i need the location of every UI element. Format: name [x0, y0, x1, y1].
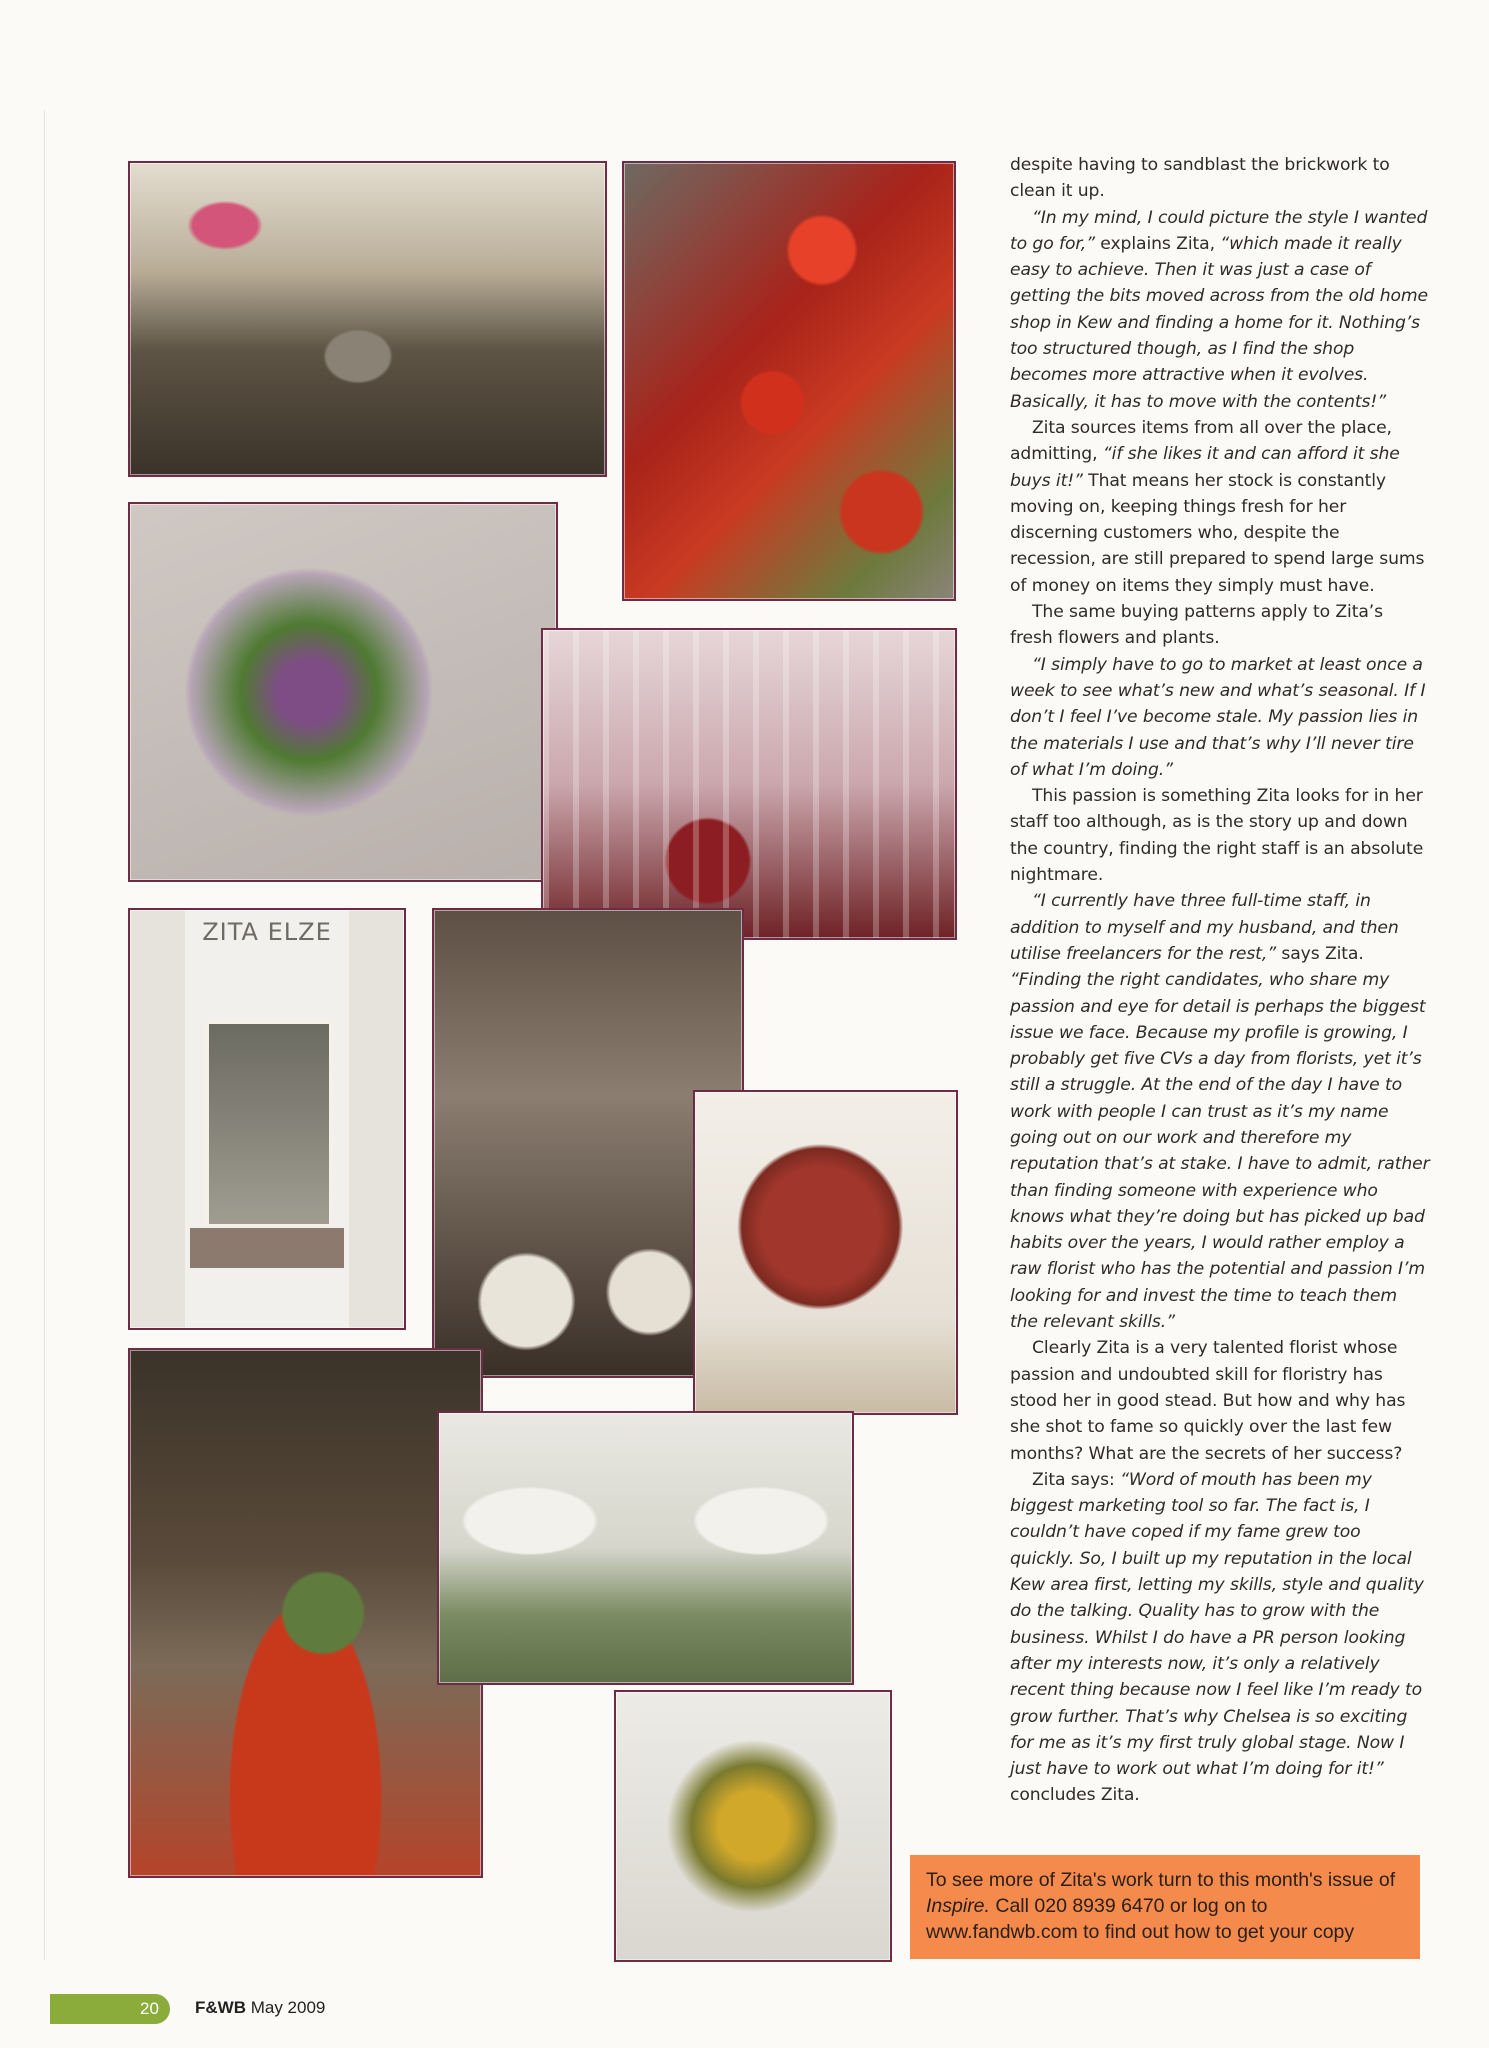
article-paragraph-3: Zita sources items from all over the place, admitting, “if she likes it and can afford it she buys it!” That means her stock is constantly moving on, keeping things fresh for her discerning customers who, despite the recession, are still prepared to spend large sums of money on items they simply must have.: [1010, 417, 1425, 596]
article-paragraph-2: “In my mind, I could picture the style I wanted to go for,” explains Zita, “which made it really easy to achieve. Then it was just a case of getting the bits moved across from the old home shop in Kew and finding a home for it. Nothing’s too structured though, as I find the shop becomes more attractive when it evolves. Basically, it has to move with the contents!”: [1010, 207, 1429, 412]
white-urns-candelabra-photo: [437, 1411, 854, 1685]
red-arrangement-bowl-photo: [693, 1090, 958, 1415]
red-flowers-vases-photo: [541, 628, 957, 940]
page-number: 20: [140, 1999, 159, 2018]
page-margin-line: [44, 110, 45, 1960]
yellow-posy-photo: [614, 1690, 892, 1962]
article-paragraph-1: despite having to sandblast the brickwork to clean it up.: [1010, 155, 1390, 202]
article-paragraph-4: The same buying patterns apply to Zita’s fresh flowers and plants.: [1010, 602, 1384, 649]
article-body: [1010, 152, 1430, 1809]
article-paragraph-8: Clearly Zita is a very talented florist whose passion and undoubted skill for floristry has stood her in good stead. But how and why has she shot to fame so quickly over the last few months? What are the secrets of her success?: [1010, 1338, 1406, 1464]
article-paragraph-7: “I currently have three full-time staff, in addition to myself and my husband, and then utilise freelancers for the rest,” says Zita. “Finding the right candidates, who share my passion and eye for detail is perhaps the biggest issue we face. Because my profile is growing, I probably get five CVs a day from florists, yet it’s still a struggle. At the end of the day I have to work with people I can trust as it’s my name going out on our work and therefore my reputation that’s at stake. I have to admit, rather than finding someone with experience who knows what they’re doing but has picked up bad habits over the years, I would rather employ a raw florist who has the potential and passion I’m looking for and invest the time to teach them the relevant skills.”: [1010, 891, 1430, 1333]
shop-sign: ZITA ELZE: [202, 918, 332, 946]
article-paragraph-9: Zita says: “Word of mouth has been my biggest marketing tool so far. The fact is, I couldn’t have coped if my fame grew too quickly. So, I built up my reputation in the local Kew area first, letting my skills, style and quality do the talking. Quality has to grow with the business. Whilst I do have a PR person looking after my interests now, it’s only a relatively recent thing because now I feel like I’m ready to grow further. That’s why Chelsea is so exciting for me as it’s my first truly global stage. Now I just have to work out what I’m doing for it!” concludes Zita.: [1010, 1469, 1424, 1806]
shop-interior-with-dog-photo: [128, 161, 607, 477]
shop-doormat: [190, 1228, 344, 1268]
shop-front-photo: [128, 908, 406, 1330]
shop-door: [205, 1020, 333, 1228]
call-to-action-box: To see more of Zita's work turn to this month's issue of Inspire. Call 020 8939 6470 or log on to www.fandwb.com to find out how to get your copy: [910, 1855, 1420, 1959]
footer-publication: F&WB May 2009: [195, 1998, 326, 2017]
red-berries-planter-photo: [622, 161, 956, 601]
article-paragraph-6: This passion is something Zita looks for in her staff too although, as is the story up and down the country, finding the right staff is an absolute nightmare.: [1010, 786, 1424, 886]
article-paragraph-5: “I simply have to go to market at least once a week to see what’s new and what’s seasonal. If I don’t I feel I’ve become stale. My passion lies in the materials I use and that’s why I’ll never tire of what I’m doing.”: [1010, 654, 1426, 780]
flower-bouquet-photo: [128, 502, 558, 882]
potted-plant-table-photo: [128, 1348, 483, 1878]
